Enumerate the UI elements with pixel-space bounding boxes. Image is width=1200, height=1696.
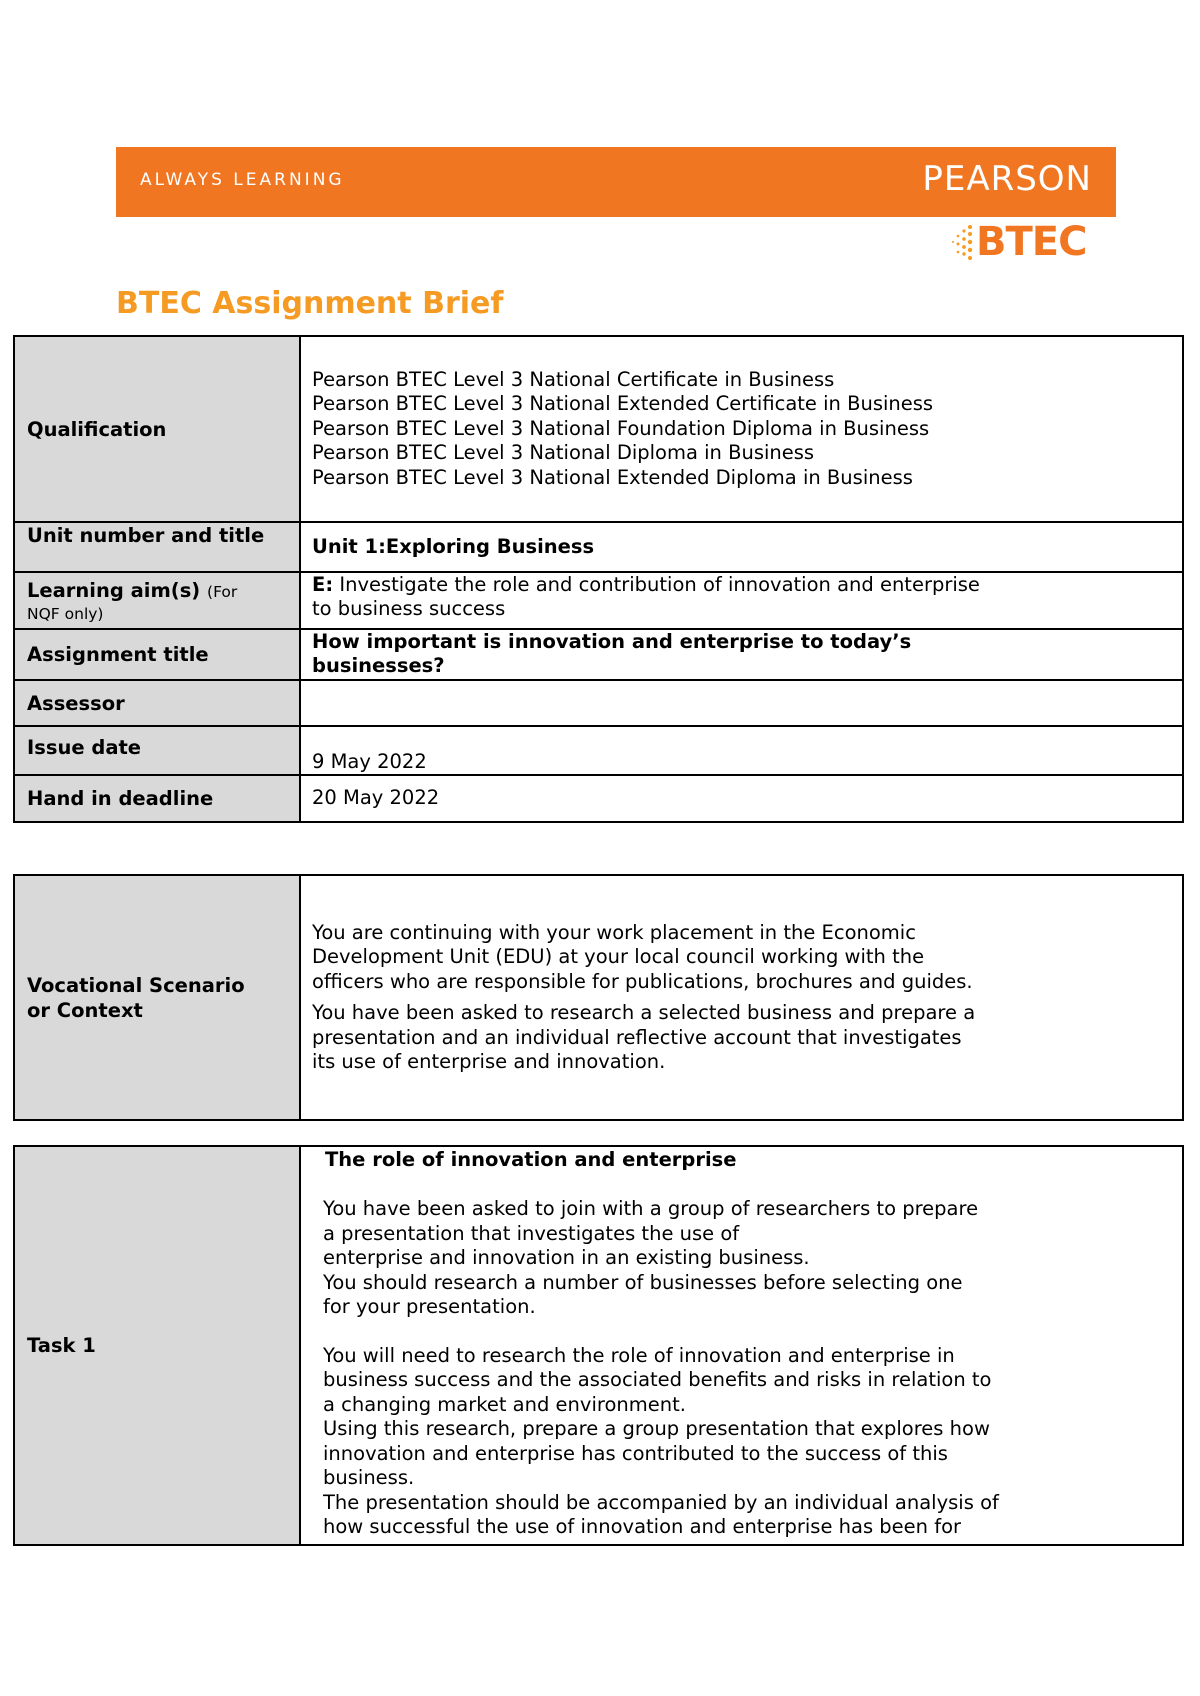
task1-line: for your presentation. (323, 1295, 536, 1318)
scenario-label-line: Vocational Scenario (27, 973, 245, 997)
assignment-title-row (14, 629, 1183, 680)
scenario-line: You have been asked to research a selected business and prepare a (312, 1001, 976, 1024)
qualification-item: Pearson BTEC Level 3 National Foundation Diploma in Business (312, 416, 930, 440)
deadline-value: 20 May 2022 (300, 775, 1183, 822)
assignment-title-value (300, 629, 1183, 680)
learning-aim-row (14, 572, 1183, 629)
deadline-label: Hand in deadline (14, 775, 300, 822)
btec-wordmark: BTEC (976, 219, 1087, 265)
assessor-label: Assessor (14, 680, 300, 726)
qualification-item: Pearson BTEC Level 3 National Certificate in Business (312, 367, 835, 391)
task1-heading: The role of innovation and enterprise (325, 1148, 737, 1171)
btec-dots-icon (950, 223, 976, 263)
scenario-paragraph (312, 921, 1182, 995)
task1-line: enterprise and innovation in an existing business. (323, 1246, 810, 1269)
page-title: BTEC Assignment Brief (116, 286, 504, 321)
learning-aim-note-2: NQF only) (27, 605, 104, 623)
tagline: ALWAYS LEARNING (140, 170, 345, 190)
unit-row (14, 522, 1183, 572)
pearson-logo: PEARSON (922, 159, 1092, 199)
qualification-row (14, 336, 1183, 522)
task1-line: The presentation should be accompanied by an individual analysis of (323, 1490, 999, 1514)
scenario-line: officers who are responsible for publications, brochures and guides. (312, 969, 973, 993)
issue-date-label: Issue date (14, 726, 300, 775)
unit-label: Unit number and title (14, 522, 300, 572)
task1-line: You have been asked to join with a group of researchers to prepare (323, 1197, 979, 1220)
task1-line: a changing market and environment. (323, 1392, 686, 1416)
scenario-row (14, 875, 1183, 1120)
assignment-title-label: Assignment title (14, 629, 300, 680)
issue-date-value: 9 May 2022 (300, 726, 1183, 775)
scenario-line: its use of enterprise and innovation. (312, 1050, 666, 1073)
unit-value: Unit 1:Exploring Business (300, 522, 1183, 572)
task1-line: a presentation that investigates the use of (323, 1221, 740, 1245)
scenario-label-line: or Context (27, 998, 143, 1022)
task1-line: business success and the associated benefits and risks in relation to (323, 1368, 992, 1391)
qualification-item: Pearson BTEC Level 3 National Extended Diploma in Business (312, 465, 913, 489)
task1-line: how successful the use of innovation and enterprise has been for (323, 1515, 962, 1538)
deadline-row (14, 775, 1183, 822)
learning-aim-title: Learning aim(s) (27, 579, 201, 602)
assessor-row (14, 680, 1183, 726)
task1-line: You should research a number of businesses before selecting one (323, 1270, 963, 1294)
learning-aim-note: (For (207, 583, 238, 601)
qualification-item: Pearson BTEC Level 3 National Diploma in Business (312, 441, 815, 465)
details-table (13, 335, 1184, 823)
learning-aim-text: Investigate the role and contribution of innovation and enterprise (339, 573, 980, 596)
scenario-label (14, 875, 300, 1120)
learning-aim-text-2: to business success (312, 597, 506, 620)
task1-paragraph (323, 1197, 1182, 1320)
scenario-table (13, 874, 1184, 1121)
qualification-list (300, 336, 1183, 522)
btec-logo (950, 219, 1120, 265)
scenario-paragraph (312, 1001, 1182, 1075)
qualification-item: Pearson BTEC Level 3 National Extended Certificate in Business (312, 392, 934, 416)
assignment-title-line: businesses? (312, 654, 445, 677)
task1-line: innovation and enterprise has contributed to the success of this (323, 1441, 948, 1465)
task-table (13, 1145, 1184, 1546)
scenario-text (300, 875, 1183, 1120)
assignment-title-line: How important is innovation and enterprise to today’s (312, 630, 912, 653)
learning-aim-label (14, 572, 300, 629)
learning-aim-prefix: E: (312, 573, 334, 596)
task1-line: Using this research, prepare a group presentation that explores how (323, 1417, 990, 1440)
scenario-line: You are continuing with your work placement in the Economic (312, 920, 916, 944)
scenario-line: Development Unit (EDU) at your local council working with the (312, 945, 925, 968)
scenario-line: presentation and an individual reflective account that investigates (312, 1025, 962, 1049)
issue-date-row (14, 726, 1183, 775)
task1-line: You will need to research the role of innovation and enterprise in (323, 1343, 955, 1367)
task1-paragraph (323, 1344, 1182, 1540)
task1-label: Task 1 (14, 1146, 300, 1545)
learning-aim-value (300, 572, 1183, 629)
task1-content (300, 1146, 1183, 1545)
header-banner (116, 147, 1116, 217)
task1-line: business. (323, 1466, 415, 1489)
task1-row (14, 1146, 1183, 1545)
assessor-value (300, 680, 1183, 726)
qualification-label: Qualification (14, 336, 300, 522)
